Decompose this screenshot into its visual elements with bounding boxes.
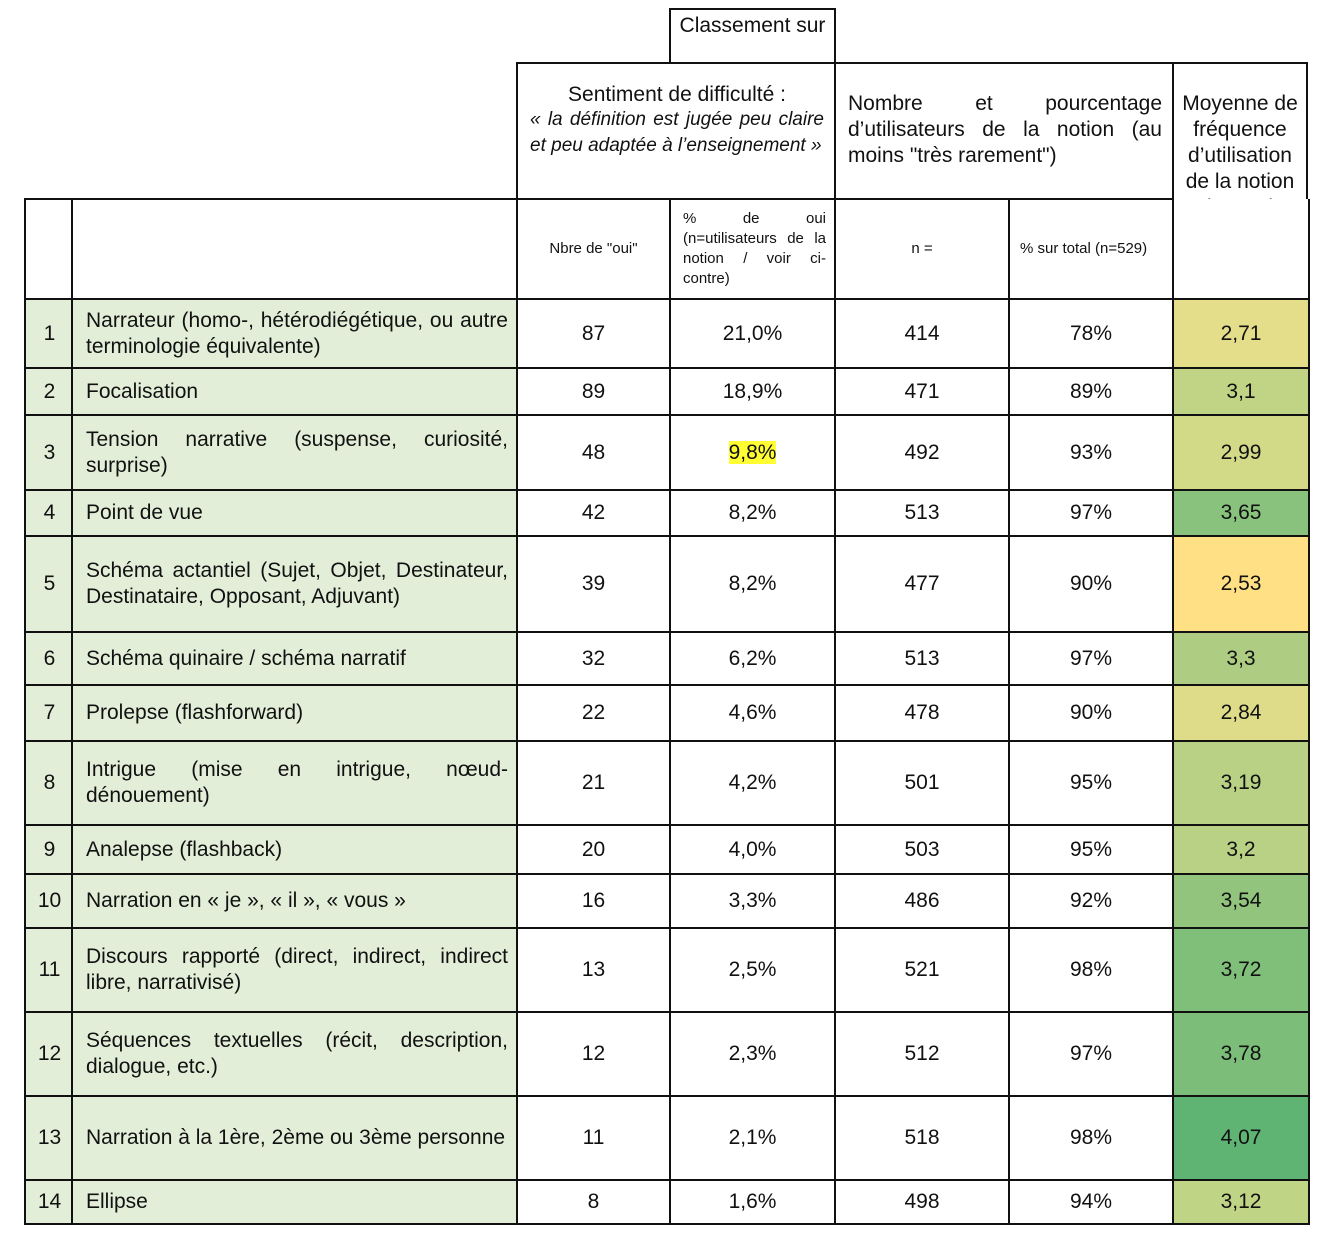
- notion-label: Narration en « je », « il », « vous »: [72, 874, 517, 928]
- yes-pct-cell: 4,0%: [670, 825, 835, 874]
- yes-pct-cell: 1,6%: [670, 1180, 835, 1224]
- users-header: [834, 62, 1174, 200]
- rank-cell: 5: [25, 536, 72, 632]
- avg-frequency-cell: 3,19: [1173, 741, 1309, 825]
- yes-pct-cell: 8,2%: [670, 536, 835, 632]
- notion-label: Narrateur (homo-, hétérodiégétique, ou autre terminologie équivalente): [72, 299, 517, 368]
- avg-frequency-cell: 3,72: [1173, 928, 1309, 1012]
- notion-label: Discours rapporté (direct, indirect, indirect libre, narrativisé): [72, 928, 517, 1012]
- highlighted-value: 9,8%: [728, 440, 777, 464]
- users-n-cell: 414: [835, 299, 1009, 368]
- rank-cell: 6: [25, 632, 72, 685]
- yes-pct-cell: 2,3%: [670, 1012, 835, 1096]
- notion-label: Intrigue (mise en intrigue, nœud-dénouement): [72, 741, 517, 825]
- users-n-cell: 486: [835, 874, 1009, 928]
- users-n-cell: 478: [835, 685, 1009, 741]
- pct-total-cell: 95%: [1009, 825, 1173, 874]
- rank-cell: 7: [25, 685, 72, 741]
- users-n-cell: 498: [835, 1180, 1009, 1224]
- table-row: [25, 825, 1309, 874]
- avg-frequency-cell: 2,99: [1173, 415, 1309, 490]
- pct-total-cell: 97%: [1009, 490, 1173, 536]
- pct-total-cell: 98%: [1009, 928, 1173, 1012]
- pct-total-cell: 92%: [1009, 874, 1173, 928]
- avg-title: Moyenne de fréquence d’utilisation de la notion: [1182, 92, 1298, 193]
- empty-cell: [72, 199, 517, 299]
- table-row: [25, 874, 1309, 928]
- yes-pct-cell: [670, 415, 835, 490]
- users-n-cell: 492: [835, 415, 1009, 490]
- users-n-cell: 503: [835, 825, 1009, 874]
- users-n-cell: 477: [835, 536, 1009, 632]
- difficulty-title: Sentiment de difficulté :: [568, 83, 786, 106]
- ranking-label: Classement sur: [679, 14, 826, 37]
- notion-label: Ellipse: [72, 1180, 517, 1224]
- avg-frequency-cell: 3,2: [1173, 825, 1309, 874]
- pct-total-cell: 97%: [1009, 632, 1173, 685]
- yes-count-cell: 32: [517, 632, 670, 685]
- ranking-header: [669, 8, 836, 64]
- pct-total-cell: 78%: [1009, 299, 1173, 368]
- yes-count-cell: 13: [517, 928, 670, 1012]
- pct-total-cell: 90%: [1009, 536, 1173, 632]
- table-row: [25, 368, 1309, 415]
- empty-cell: [25, 199, 72, 299]
- notion-label: Schéma quinaire / schéma narratif: [72, 632, 517, 685]
- yes-count-cell: 16: [517, 874, 670, 928]
- table-row: [25, 685, 1309, 741]
- yes-count-cell: 87: [517, 299, 670, 368]
- subheader-pct-total: % sur total (n=529): [1009, 199, 1173, 299]
- rank-cell: 10: [25, 874, 72, 928]
- yes-pct-cell: 8,2%: [670, 490, 835, 536]
- notion-label: Analepse (flashback): [72, 825, 517, 874]
- yes-pct-cell: 2,1%: [670, 1096, 835, 1180]
- table-row: [25, 741, 1309, 825]
- yes-count-cell: 12: [517, 1012, 670, 1096]
- users-n-cell: 513: [835, 490, 1009, 536]
- rank-cell: 12: [25, 1012, 72, 1096]
- users-n-cell: 471: [835, 368, 1009, 415]
- avg-header-continuation: [1173, 199, 1309, 299]
- subheader-yes-pct: % de oui (n=utilisateurs de la notion / voir ci-contre): [670, 199, 835, 299]
- table-row: [25, 536, 1309, 632]
- rank-cell: 4: [25, 490, 72, 536]
- yes-count-cell: 22: [517, 685, 670, 741]
- yes-count-cell: 48: [517, 415, 670, 490]
- avg-frequency-cell: 3,65: [1173, 490, 1309, 536]
- table-row: [25, 632, 1309, 685]
- yes-count-cell: 42: [517, 490, 670, 536]
- yes-count-cell: 89: [517, 368, 670, 415]
- pct-total-cell: 95%: [1009, 741, 1173, 825]
- pct-total-cell: 89%: [1009, 368, 1173, 415]
- table-row: [25, 1096, 1309, 1180]
- pct-total-cell: 98%: [1009, 1096, 1173, 1180]
- avg-frequency-cell: 3,78: [1173, 1012, 1309, 1096]
- yes-count-cell: 21: [517, 741, 670, 825]
- yes-pct-cell: 21,0%: [670, 299, 835, 368]
- users-title: Nombre et pourcentage d’utilisateurs de la notion (au moins "très rarement"): [848, 92, 1162, 167]
- subheader-yes-count: Nbre de "oui": [517, 199, 670, 299]
- table-row: [25, 928, 1309, 1012]
- notions-table: [24, 198, 1310, 1225]
- pct-total-cell: 97%: [1009, 1012, 1173, 1096]
- pct-total-cell: 90%: [1009, 685, 1173, 741]
- notion-label: Point de vue: [72, 490, 517, 536]
- yes-pct-cell: 3,3%: [670, 874, 835, 928]
- table-row: [25, 490, 1309, 536]
- rank-cell: 13: [25, 1096, 72, 1180]
- subheader-n: n =: [835, 199, 1009, 299]
- yes-count-cell: 8: [517, 1180, 670, 1224]
- notion-label: Narration à la 1ère, 2ème ou 3ème personne: [72, 1096, 517, 1180]
- avg-frequency-cell: 3,3: [1173, 632, 1309, 685]
- yes-count-cell: 11: [517, 1096, 670, 1180]
- notion-label: Focalisation: [72, 368, 517, 415]
- yes-pct-cell: 4,2%: [670, 741, 835, 825]
- rank-cell: 1: [25, 299, 72, 368]
- rank-cell: 2: [25, 368, 72, 415]
- users-n-cell: 518: [835, 1096, 1009, 1180]
- table-row: [25, 299, 1309, 368]
- avg-frequency-cell: 3,1: [1173, 368, 1309, 415]
- difficulty-quote: « la définition est jugée peu claire et peu adaptée à l’enseignement »: [530, 109, 824, 156]
- yes-count-cell: 39: [517, 536, 670, 632]
- avg-frequency-cell: 2,53: [1173, 536, 1309, 632]
- avg-frequency-cell: 3,12: [1173, 1180, 1309, 1224]
- rank-cell: 11: [25, 928, 72, 1012]
- users-n-cell: 501: [835, 741, 1009, 825]
- avg-frequency-cell: 2,84: [1173, 685, 1309, 741]
- users-n-cell: 521: [835, 928, 1009, 1012]
- users-n-cell: 512: [835, 1012, 1009, 1096]
- users-n-cell: 513: [835, 632, 1009, 685]
- rank-cell: 3: [25, 415, 72, 490]
- notion-label: Séquences textuelles (récit, description, dialogue, etc.): [72, 1012, 517, 1096]
- table-row: [25, 415, 1309, 490]
- notion-label: Tension narrative (suspense, curiosité, surprise): [72, 415, 517, 490]
- notion-label: Prolepse (flashforward): [72, 685, 517, 741]
- avg-frequency-cell: 4,07: [1173, 1096, 1309, 1180]
- table-row: [25, 1012, 1309, 1096]
- difficulty-header: [516, 62, 836, 200]
- yes-count-cell: 20: [517, 825, 670, 874]
- yes-pct-cell: 6,2%: [670, 632, 835, 685]
- pct-total-cell: 94%: [1009, 1180, 1173, 1224]
- pct-total-cell: 93%: [1009, 415, 1173, 490]
- yes-pct-cell: 2,5%: [670, 928, 835, 1012]
- table-row: [25, 1180, 1309, 1224]
- rank-cell: 9: [25, 825, 72, 874]
- avg-frequency-cell: 2,71: [1173, 299, 1309, 368]
- notion-label: Schéma actantiel (Sujet, Objet, Destinateur, Destinataire, Opposant, Adjuvant): [72, 536, 517, 632]
- yes-pct-cell: 18,9%: [670, 368, 835, 415]
- rank-cell: 8: [25, 741, 72, 825]
- subheader-row: [25, 199, 1309, 299]
- rank-cell: 14: [25, 1180, 72, 1224]
- yes-pct-cell: 4,6%: [670, 685, 835, 741]
- avg-frequency-cell: 3,54: [1173, 874, 1309, 928]
